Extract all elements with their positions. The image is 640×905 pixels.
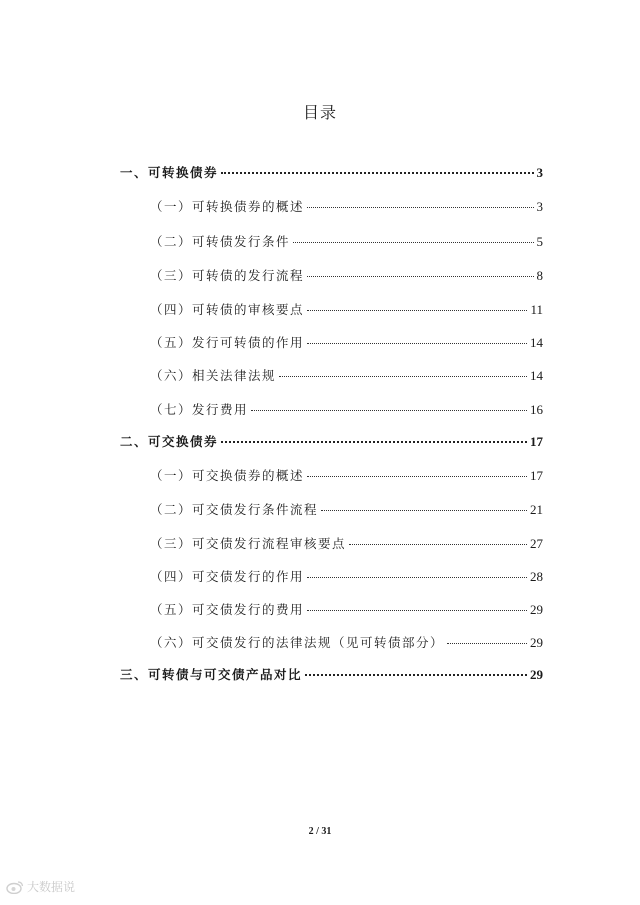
page-title: 目录 <box>302 103 337 122</box>
toc-entry-label: （一）可交换债券的概述 <box>150 468 305 483</box>
toc-entry-label: 一、可转换债券 <box>120 165 219 180</box>
toc-leader-dots <box>307 476 527 477</box>
toc-entry-label: （三）可交债发行流程审核要点 <box>150 536 347 551</box>
watermark <box>6 878 75 895</box>
toc-entry-label: （一）可转换债券的概述 <box>150 199 305 214</box>
toc-entry-label: （四）可交债发行的作用 <box>150 569 305 584</box>
toc-entry-page: 14 <box>530 368 543 383</box>
toc-leader-dots <box>307 310 527 311</box>
toc-leader-dots <box>279 376 527 377</box>
toc-entry-label: 三、可转债与可交债产品对比 <box>120 667 303 682</box>
toc-entry-page: 29 <box>530 602 543 617</box>
toc-leader-dots <box>251 410 527 411</box>
toc-entry-label: （五）发行可转债的作用 <box>150 335 305 350</box>
toc-entry[interactable] <box>150 500 543 520</box>
weibo-logo-icon <box>6 880 24 894</box>
toc-entry[interactable] <box>150 633 543 653</box>
toc-entry[interactable] <box>150 600 543 620</box>
toc-entry-label: （五）可交债发行的费用 <box>150 602 305 617</box>
toc-entry[interactable] <box>120 432 543 452</box>
toc-entry[interactable] <box>120 665 543 685</box>
toc-entry-page: 17 <box>530 434 543 449</box>
toc-leader-dots <box>307 276 533 277</box>
toc-entry-page: 17 <box>530 468 543 483</box>
toc-entry[interactable] <box>120 163 543 183</box>
toc-entry-label: （三）可转债的发行流程 <box>150 268 305 283</box>
toc-entry[interactable] <box>150 232 543 252</box>
toc-entry-page: 27 <box>530 536 543 551</box>
toc-entry-page: 3 <box>536 165 543 180</box>
toc-entry-page: 29 <box>530 667 543 682</box>
toc-entry-page: 5 <box>536 234 543 249</box>
toc-leader-dots <box>221 441 527 443</box>
toc-entry-page: 8 <box>536 268 543 283</box>
toc-entry-label: （六）可交债发行的法律法规（见可转债部分） <box>150 635 445 650</box>
page-number-footer: 2 / 31 <box>308 826 332 837</box>
toc-entry-label: （四）可转债的审核要点 <box>150 302 305 317</box>
toc-entry-label: （七）发行费用 <box>150 402 249 417</box>
toc-leader-dots <box>321 510 527 511</box>
toc-entry-page: 3 <box>536 199 543 214</box>
toc-entry-label: （六）相关法律法规 <box>150 368 277 383</box>
toc-entry[interactable] <box>150 366 543 386</box>
toc-leader-dots <box>447 643 527 644</box>
toc-entry-page: 14 <box>530 335 543 350</box>
toc-leader-dots <box>307 343 527 344</box>
toc-entry-label: （二）可交债发行条件流程 <box>150 502 319 517</box>
toc-entry[interactable] <box>150 333 543 353</box>
toc-entry[interactable] <box>150 300 543 320</box>
toc-leader-dots <box>221 172 533 174</box>
toc-entry[interactable] <box>150 534 543 554</box>
toc-leader-dots <box>307 577 527 578</box>
toc-entry-page: 29 <box>530 635 543 650</box>
toc-entry-page: 16 <box>530 402 543 417</box>
toc-leader-dots <box>349 544 527 545</box>
toc-entry-label: （二）可转债发行条件 <box>150 234 291 249</box>
toc-entry[interactable] <box>150 567 543 587</box>
toc-leader-dots <box>307 610 527 611</box>
toc-entry[interactable] <box>150 266 543 286</box>
watermark-text: 大数据说 <box>27 880 76 894</box>
toc-entry[interactable] <box>150 466 543 486</box>
toc-leader-dots <box>293 242 533 243</box>
toc-entry-page: 21 <box>530 502 543 517</box>
toc-leader-dots <box>305 674 527 676</box>
toc-entry-page: 28 <box>530 569 543 584</box>
toc-entry[interactable] <box>150 400 543 420</box>
toc-entry[interactable] <box>150 197 543 217</box>
toc-entry-label: 二、可交换债券 <box>120 434 219 449</box>
toc-leader-dots <box>307 207 533 208</box>
toc-entry-page: 11 <box>530 302 543 317</box>
